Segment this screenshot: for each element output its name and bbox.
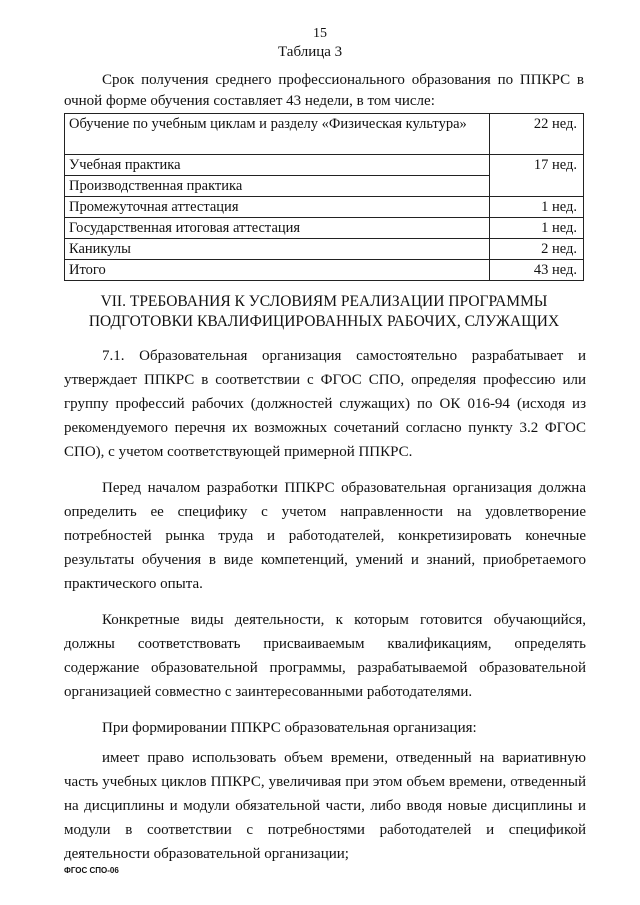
paragraph: 7.1. Образовательная организация самостоятельно разрабатывает и утверждает ППКРС в соответствии с ФГОС СПО, определяя профессию или группу профессий рабочих (должностей служащих) по ОК 016-94 (исходя из рекомендуемого перечня их возможных сочетаний согласно пункту 3.2 ФГОС СПО), с учетом соответствующей примерной ППКРС. (64, 348, 586, 460)
table-row (65, 260, 584, 281)
row-value: 2 нед. (490, 239, 584, 260)
section-heading-line1: VII. ТРЕБОВАНИЯ К УСЛОВИЯМ РЕАЛИЗАЦИИ ПРОГРАММЫ (100, 293, 548, 310)
duration-table (64, 113, 584, 281)
table-row (65, 239, 584, 260)
row-label: Производственная практика (65, 176, 490, 197)
table-caption: Таблица 3 (278, 44, 343, 60)
row-label: Обучение по учебным циклам и разделу «Физическая культура» (65, 114, 490, 155)
row-label: Промежуточная аттестация (65, 197, 490, 218)
table-row (65, 114, 584, 155)
section-heading-line2: ПОДГОТОВКИ КВАЛИФИЦИРОВАННЫХ РАБОЧИХ, СЛУЖАЩИХ (88, 313, 560, 330)
table-row (65, 218, 584, 239)
paragraph: Перед началом разработки ППКРС образовательная организация должна определить ее специфику с учетом направленности на удовлетворение потребностей рынка труда и работодателей, конкретизировать конечные результаты обучения в виде компетенций, умений и знаний, приобретаемого практического опыта. (64, 480, 586, 592)
paragraph: Конкретные виды деятельности, к которым готовится обучающийся, должны соответствовать присваиваемым квалификациям, определять содержание образовательной программы, разрабатываемой образовательной организацией совместно с заинтересованными работодателями. (64, 612, 586, 700)
row-value: 17 нед. (490, 155, 584, 197)
table-row (65, 155, 584, 176)
paragraph: имеет право использовать объем времени, отведенный на вариативную часть учебных циклов ППКРС, увеличивая при этом объем времени, отведенный на дисциплины и модули обязательной части, либо вводя новые дисциплины и модули в соответствии с потребностями работодателей и спецификой деятельности образовательной организации; (64, 750, 586, 862)
section-heading (64, 292, 584, 332)
paragraph: При формировании ППКРС образовательная организация: (102, 720, 477, 736)
body-text (64, 344, 586, 866)
row-value: 43 нед. (490, 260, 584, 281)
row-label: Государственная итоговая аттестация (65, 218, 490, 239)
page-number: 15 (313, 26, 327, 41)
row-label: Каникулы (65, 239, 490, 260)
table-row (65, 197, 584, 218)
row-label: Учебная практика (65, 155, 490, 176)
row-label: Итого (65, 260, 490, 281)
footer-code: ФГОС СПО-06 (64, 866, 119, 875)
row-value: 1 нед. (490, 197, 584, 218)
row-value: 1 нед. (490, 218, 584, 239)
intro-paragraph: Срок получения среднего профессионального образования по ППКРС в очной форме обучения составляет 43 недели, в том числе: (64, 72, 584, 109)
row-value: 22 нед. (490, 114, 584, 155)
